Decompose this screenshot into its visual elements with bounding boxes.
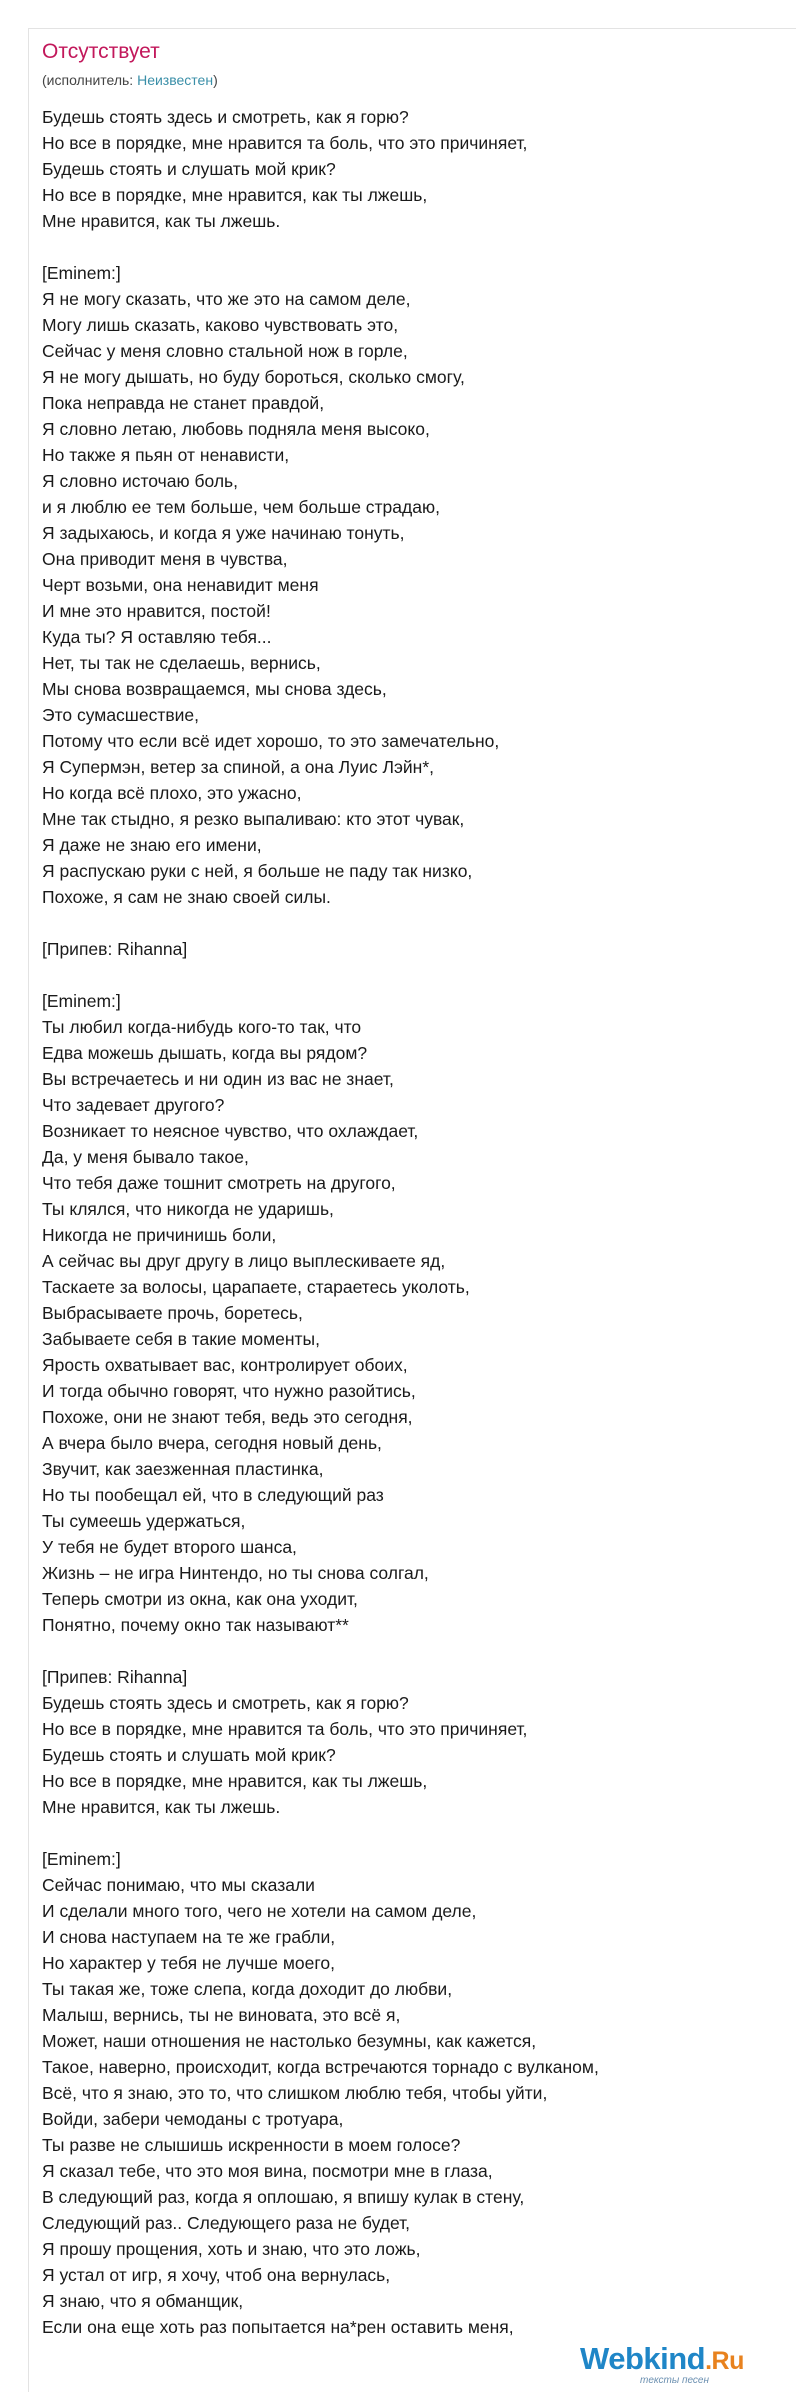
lyric-line: Выбрасываете прочь, боретесь, — [42, 1303, 303, 1323]
blank-line — [42, 1638, 782, 1664]
logo-brand — [580, 2342, 744, 2378]
lyric-line: Но ты пообещал ей, что в следующий раз — [42, 1485, 384, 1505]
lyric-line: и я люблю ее тем больше, чем больше страдаю, — [42, 497, 440, 517]
lyric-line: Могу лишь сказать, каково чувствовать это, — [42, 315, 399, 335]
lyric-line: У тебя не будет второго шанса, — [42, 1537, 297, 1557]
artist-link[interactable]: Неизвестен — [137, 72, 214, 88]
lyric-line: Черт возьми, она ненавидит меня — [42, 575, 319, 595]
lyric-line: Ты разве не слышишь искренности в моем голосе? — [42, 2135, 461, 2155]
lyric-line: Я даже не знаю его имени, — [42, 835, 262, 855]
lyric-line: Похоже, я сам не знаю своей силы. — [42, 887, 331, 907]
lyric-line: Я не могу сказать, что же это на самом деле, — [42, 289, 411, 309]
lyric-line: Вы встречаетесь и ни один из вас не знает, — [42, 1069, 394, 1089]
lyric-line: Да, у меня бывало такое, — [42, 1147, 249, 1167]
lyric-line: Я словно источаю боль, — [42, 471, 239, 491]
blank-line — [42, 1820, 782, 1846]
lyric-line: Я Супермэн, ветер за спиной, а она Луис Лэйн*, — [42, 757, 435, 777]
lyric-line: Я знаю, что я обманщик, — [42, 2291, 244, 2311]
lyric-line: Ты любил когда-нибудь кого-то так, что — [42, 1017, 362, 1037]
lyric-line: Понятно, почему окно так называют** — [42, 1615, 349, 1635]
logo-brand-name: Webkind — [580, 2341, 706, 2376]
lyrics-text — [42, 104, 782, 2340]
lyric-line: Она приводит меня в чувства, — [42, 549, 288, 569]
lyric-line: Я не могу дышать, но буду бороться, сколько смогу, — [42, 367, 465, 387]
lyric-line: Может, наши отношения не настолько безумны, как кажется, — [42, 2031, 537, 2051]
lyric-line: [Eminem:] — [42, 1849, 121, 1869]
lyric-line: Сейчас понимаю, что мы сказали — [42, 1875, 315, 1895]
logo-tld: .Ru — [705, 2347, 744, 2375]
lyric-line: Я распускаю руки с ней, я больше не паду так низко, — [42, 861, 473, 881]
lyric-line: Я словно летаю, любовь подняла меня высоко, — [42, 419, 430, 439]
lyric-line: Ярость охватывает вас, контролирует обоих, — [42, 1355, 408, 1375]
lyric-line: Такое, наверно, происходит, когда встречаются торнадо с вулканом, — [42, 2057, 599, 2077]
lyric-line: Пока неправда не станет правдой, — [42, 393, 325, 413]
lyric-line: И тогда обычно говорят, что нужно разойтись, — [42, 1381, 416, 1401]
lyric-line: Сейчас у меня словно стальной нож в горле, — [42, 341, 408, 361]
artist-prefix: (исполнитель: — [42, 72, 138, 88]
lyric-line: Но все в порядке, мне нравится та боль, что это причиняет, — [42, 1719, 528, 1739]
lyric-line: Мне нравится, как ты лжешь. — [42, 211, 281, 231]
artist-line — [42, 71, 218, 89]
lyric-line: Жизнь – не игра Нинтендо, но ты снова солгал, — [42, 1563, 429, 1583]
lyric-line: [Eminem:] — [42, 263, 121, 283]
lyric-line: В следующий раз, когда я оплошаю, я впишу кулак в стену, — [42, 2187, 525, 2207]
lyric-line: Но также я пьян от ненависти, — [42, 445, 290, 465]
lyric-line: Но когда всё плохо, это ужасно, — [42, 783, 302, 803]
artist-suffix: ) — [213, 72, 218, 88]
lyric-line: Но все в порядке, мне нравится та боль, что это причиняет, — [42, 133, 528, 153]
lyric-line: Ты клялся, что никогда не ударишь, — [42, 1199, 334, 1219]
lyric-line: Но все в порядке, мне нравится, как ты лжешь, — [42, 185, 428, 205]
lyric-line: Мы снова возвращаемся, мы снова здесь, — [42, 679, 387, 699]
lyric-line: Что тебя даже тошнит смотреть на другого, — [42, 1173, 396, 1193]
lyric-line: Куда ты? Я оставляю тебя... — [42, 627, 272, 647]
lyric-line: Потому что если всё идет хорошо, то это замечательно, — [42, 731, 500, 751]
lyric-line: Похоже, они не знают тебя, ведь это сегодня, — [42, 1407, 413, 1427]
lyric-line: Возникает то неясное чувство, что охлаждает, — [42, 1121, 419, 1141]
lyric-line: Ты такая же, тоже слепа, когда доходит до любви, — [42, 1979, 453, 1999]
lyric-line: Будешь стоять и слушать мой крик? — [42, 1745, 336, 1765]
lyric-line: Малыш, вернись, ты не виновата, это всё я, — [42, 2005, 401, 2025]
lyric-line: Это сумасшествие, — [42, 705, 200, 725]
lyric-line: Будешь стоять и слушать мой крик? — [42, 159, 336, 179]
blank-line — [42, 234, 782, 260]
lyric-line: И снова наступаем на те же грабли, — [42, 1927, 336, 1947]
lyric-line: И мне это нравится, постой! — [42, 601, 271, 621]
lyric-line: Едва можешь дышать, когда вы рядом? — [42, 1043, 368, 1063]
lyric-line: Забываете себя в такие моменты, — [42, 1329, 320, 1349]
lyric-line: Будешь стоять здесь и смотреть, как я горю? — [42, 107, 409, 127]
song-title: Отсутствует — [42, 40, 160, 63]
lyric-line: Мне так стыдно, я резко выпаливаю: кто этот чувак, — [42, 809, 465, 829]
lyric-line: [Припев: Rihanna] — [42, 1667, 188, 1687]
blank-line — [42, 910, 782, 936]
lyric-line: Я сказал тебе, что это моя вина, посмотри мне в глаза, — [42, 2161, 493, 2181]
lyric-line: А вчера было вчера, сегодня новый день, — [42, 1433, 382, 1453]
lyric-line: Мне нравится, как ты лжешь. — [42, 1797, 281, 1817]
lyric-line: Я задыхаюсь, и когда я уже начинаю тонуть, — [42, 523, 405, 543]
lyric-line: Никогда не причинишь боли, — [42, 1225, 277, 1245]
lyric-line: Будешь стоять здесь и смотреть, как я горю? — [42, 1693, 409, 1713]
lyric-line: Я прошу прощения, хоть и знаю, что это ложь, — [42, 2239, 421, 2259]
lyric-line: Следующий раз.. Следующего раза не будет, — [42, 2213, 411, 2233]
lyric-line: [Eminem:] — [42, 991, 121, 1011]
lyric-line: Я устал от игр, я хочу, чтоб она вернулась, — [42, 2265, 391, 2285]
lyric-line: Войди, забери чемоданы с тротуара, — [42, 2109, 344, 2129]
lyric-line: Всё, что я знаю, это то, что слишком люблю тебя, чтобы уйти, — [42, 2083, 548, 2103]
webkind-logo[interactable] — [580, 2342, 786, 2386]
lyric-line: Звучит, как заезженная пластинка, — [42, 1459, 324, 1479]
lyric-line: [Припев: Rihanna] — [42, 939, 188, 959]
lyric-line: Таскаете за волосы, царапаете, стараетесь уколоть, — [42, 1277, 470, 1297]
lyric-line: Но характер у тебя не лучше моего, — [42, 1953, 335, 1973]
lyric-line: И сделали много того, чего не хотели на самом деле, — [42, 1901, 477, 1921]
lyric-line: Если она еще хоть раз попытается на*рен оставить меня, — [42, 2317, 514, 2337]
lyric-line: Нет, ты так не сделаешь, вернись, — [42, 653, 321, 673]
lyric-line: А сейчас вы друг другу в лицо выплескиваете яд, — [42, 1251, 446, 1271]
lyric-line: Ты сумеешь удержаться, — [42, 1511, 246, 1531]
lyric-line: Но все в порядке, мне нравится, как ты лжешь, — [42, 1771, 428, 1791]
lyric-line: Что задевает другого? — [42, 1095, 225, 1115]
logo-tagline: тексты песен — [640, 2375, 709, 2386]
blank-line — [42, 962, 782, 988]
lyric-line: Теперь смотри из окна, как она уходит, — [42, 1589, 358, 1609]
